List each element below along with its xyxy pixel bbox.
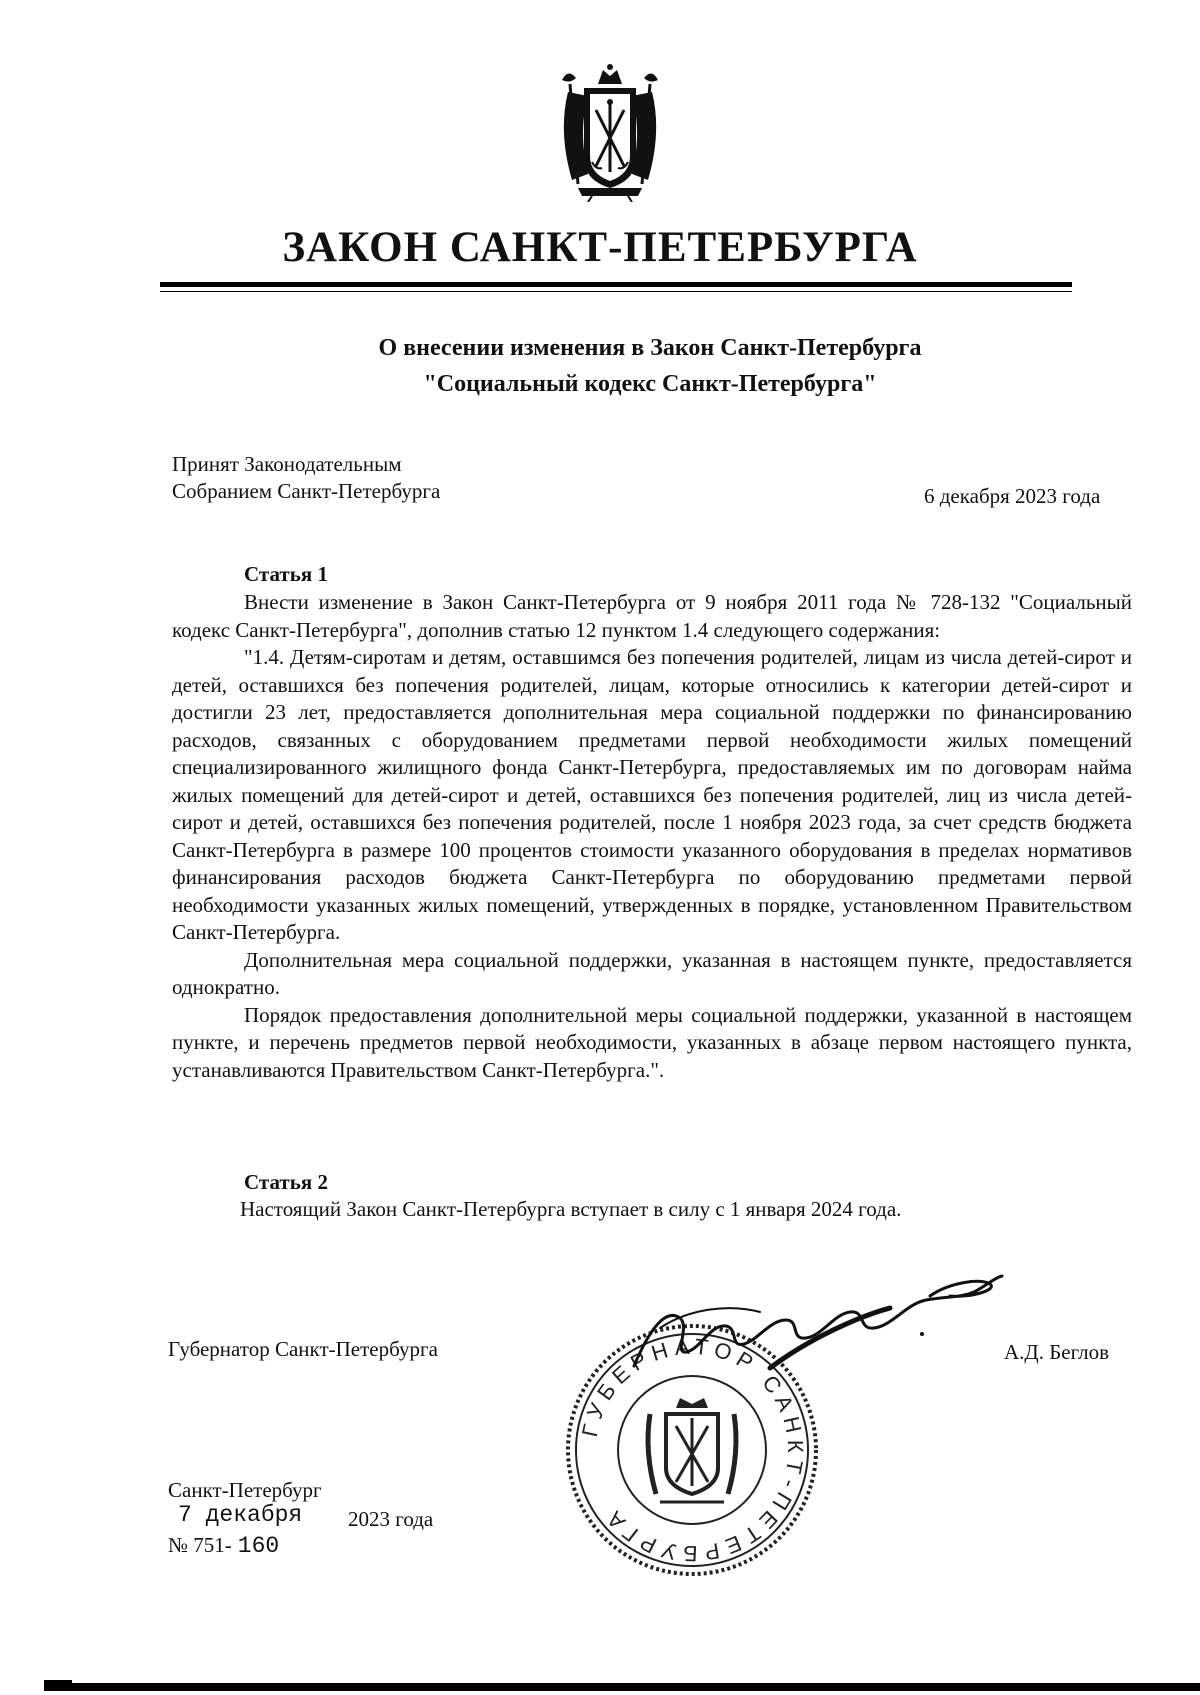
governor-position: Губернатор Санкт-Петербурга xyxy=(168,1337,438,1361)
law-title: ЗАКОН САНКТ-ПЕТЕРБУРГА xyxy=(282,224,918,271)
adoption-line1: Принят Законодательным xyxy=(172,452,402,476)
article1-body xyxy=(172,589,1132,1084)
article1-intro: Внести изменение в Закон Санкт-Петербурга от 9 ноября 2011 года № 728-132 "Социальный кодекс Санкт-Петербурга", дополнив статью 12 пунктом 1.4 следующего содержания: xyxy=(172,590,1132,642)
title-rule-thick xyxy=(160,282,1072,287)
article1-clause: "1.4. Детям-сиротам и детям, оставшимся без попечения родителей, лицам из числа детей-сирот и детей, оставшихся без попечения родителей, лицам, которые относились к категории детей-сирот и достигли 23 лет, предоставляется дополнительная мера социальной поддержки по финансированию расходов, связанных с оборудованием предметами первой необходимости жилых помещений специализированного жилищного фонда Санкт-Петербурга, предоставляемых им по договорам найма жилых помещений для детей-сирот и детей, оставшихся без попечения родителей, лиц из числа детей-сирот и детей, оставшихся без попечения родителей, после 1 ноября 2023 года, за счет средств бюджета Санкт-Петербурга в размере 100 процентов стоимости указанного оборудования в пределах нормативов финансирования расходов бюджета Санкт-Петербурга по оборудованию предметами первой необходимости указанных жилых помещений, утвержденных в порядке, установленном Правительством Санкт-Петербурга. xyxy=(172,645,1132,944)
law-subtitle-line1: О внесении изменения в Закон Санкт-Петербурга xyxy=(378,335,922,361)
seal-ring-text: ГУБЕРНАТОР САНКТ-ПЕТЕРБУРГА xyxy=(576,1333,809,1567)
governor-signature xyxy=(630,1268,1010,1378)
law-subtitle-line2: "Социальный кодекс Санкт-Петербурга" xyxy=(423,371,877,397)
bottom-rule xyxy=(44,1683,1200,1691)
article1-paragraph3: Порядок предоставления дополнительной меры социальной поддержки, указанной в настоящем пункте, и перечень предметов первой необходимости, указанных в абзаце первом настоящего пункта, устанавливаются Правительством Санкт-Петербурга.". xyxy=(172,1002,1132,1082)
article2-heading: Статья 2 xyxy=(244,1170,328,1194)
footer-date-day-month: 7 декабря xyxy=(178,1502,303,1528)
footer-number-value: 160 xyxy=(237,1533,280,1559)
adoption-date: 6 декабря 2023 года xyxy=(924,484,1101,508)
footer-date-year: 2023 года xyxy=(348,1507,434,1531)
footer-number xyxy=(168,1535,279,1558)
article2-text: Настоящий Закон Санкт-Петербурга вступает в силу с 1 января 2024 года. xyxy=(240,1197,902,1221)
footer-number-prefix: № 751- xyxy=(168,1533,232,1557)
adoption-line2: Собранием Санкт-Петербурга xyxy=(172,479,441,503)
footer-city: Санкт-Петербург xyxy=(168,1478,322,1502)
article1-paragraph2: Дополнительная мера социальной поддержки, указанная в настоящем пункте, предоставляется однократно. xyxy=(172,947,1132,999)
article1-heading: Статья 1 xyxy=(244,562,328,586)
governor-name: А.Д. Беглов xyxy=(1004,1340,1110,1364)
title-rule-thin xyxy=(160,291,1072,292)
coat-of-arms-emblem xyxy=(548,62,672,202)
